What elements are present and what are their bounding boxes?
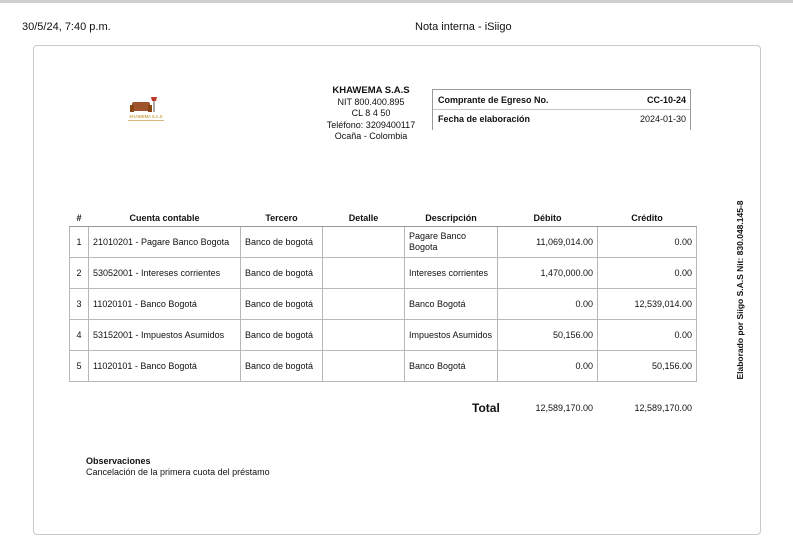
col-header-index: # bbox=[70, 209, 89, 227]
total-credit: 12,589,170.00 bbox=[634, 403, 692, 413]
row-third-party: Banco de bogotá bbox=[241, 351, 323, 382]
logo-lamp-shade bbox=[151, 97, 157, 101]
row-third-party: Banco de bogotá bbox=[241, 227, 323, 258]
print-datetime: 30/5/24, 7:40 p.m. bbox=[22, 21, 111, 33]
row-index: 4 bbox=[70, 320, 89, 351]
company-nit: NIT 800.400.895 bbox=[337, 96, 405, 107]
company-address: CL 8 4 50 bbox=[351, 108, 391, 118]
row-description: Banco Bogotá bbox=[405, 351, 498, 382]
logo-arm-right bbox=[148, 105, 152, 112]
table-header-row bbox=[70, 209, 697, 227]
row-debit: 0.00 bbox=[498, 351, 598, 382]
document-box-divider bbox=[433, 109, 690, 110]
row-description: Impuestos Asumidos bbox=[405, 320, 498, 351]
col-header-description: Descripción bbox=[405, 209, 498, 227]
observations-title: Observaciones bbox=[86, 456, 151, 466]
row-description: Banco Bogotá bbox=[405, 289, 498, 320]
document-type-label: Comprante de Egreso No. bbox=[438, 95, 549, 105]
observations-text: Cancelación de la primera cuota del préstamo bbox=[86, 467, 270, 477]
col-header-third-party: Tercero bbox=[241, 209, 323, 227]
row-account: 11020101 - Banco Bogotá bbox=[89, 351, 241, 382]
row-detail bbox=[323, 351, 405, 382]
row-debit: 1,470,000.00 bbox=[498, 258, 598, 289]
table-row bbox=[70, 351, 697, 382]
row-index: 2 bbox=[70, 258, 89, 289]
top-border bbox=[0, 0, 793, 3]
col-header-credit: Crédito bbox=[598, 209, 697, 227]
document-number: CC-10-24 bbox=[646, 95, 686, 105]
document-number-row bbox=[438, 95, 686, 109]
company-logo bbox=[122, 94, 170, 122]
document-info-box bbox=[432, 89, 691, 130]
row-debit: 0.00 bbox=[498, 289, 598, 320]
company-info bbox=[306, 85, 436, 143]
row-third-party: Banco de bogotá bbox=[241, 289, 323, 320]
row-debit: 50,156.00 bbox=[498, 320, 598, 351]
logo-text: KHAWEMA S.A.S bbox=[129, 114, 163, 119]
row-index: 5 bbox=[70, 351, 89, 382]
row-description: Pagare Banco Bogota bbox=[405, 227, 498, 258]
document-date-row bbox=[438, 114, 686, 128]
print-title: Nota interna - iSiigo bbox=[415, 21, 512, 33]
logo-sofa-shape bbox=[132, 102, 150, 111]
col-header-detail: Detalle bbox=[323, 209, 405, 227]
row-account: 11020101 - Banco Bogotá bbox=[89, 289, 241, 320]
col-header-account: Cuenta contable bbox=[89, 209, 241, 227]
table-row bbox=[70, 227, 697, 258]
side-note: Elaborado por Siigo S.A.S Nit: 830.048.145-8 bbox=[735, 200, 745, 380]
company-city: Ocaña - Colombia bbox=[334, 131, 408, 141]
row-detail bbox=[323, 227, 405, 258]
row-debit: 11,069,014.00 bbox=[498, 227, 598, 258]
row-account: 21010201 - Pagare Banco Bogota bbox=[89, 227, 241, 258]
row-credit: 50,156.00 bbox=[598, 351, 697, 382]
table-row bbox=[70, 258, 697, 289]
total-label: Total bbox=[472, 401, 500, 415]
row-account: 53152001 - Impuestos Asumidos bbox=[89, 320, 241, 351]
row-third-party: Banco de bogotá bbox=[241, 258, 323, 289]
row-account: 53052001 - Intereses corrientes bbox=[89, 258, 241, 289]
col-header-debit: Débito bbox=[498, 209, 598, 227]
row-credit: 12,539,014.00 bbox=[598, 289, 697, 320]
row-detail bbox=[323, 289, 405, 320]
row-index: 1 bbox=[70, 227, 89, 258]
observations bbox=[86, 456, 270, 478]
row-credit: 0.00 bbox=[598, 320, 697, 351]
total-debit: 12,589,170.00 bbox=[535, 403, 593, 413]
row-index: 3 bbox=[70, 289, 89, 320]
company-name: KHAWEMA S.A.S bbox=[332, 85, 410, 96]
row-description: Intereses corrientes bbox=[405, 258, 498, 289]
table-row bbox=[70, 320, 697, 351]
table-row bbox=[70, 289, 697, 320]
company-phone: Teléfono: 3209400117 bbox=[326, 119, 416, 130]
row-detail bbox=[323, 320, 405, 351]
row-detail bbox=[323, 258, 405, 289]
document-date: 2024-01-30 bbox=[639, 114, 686, 124]
row-credit: 0.00 bbox=[598, 258, 697, 289]
document-date-label: Fecha de elaboración bbox=[438, 114, 531, 124]
logo-arm-left bbox=[130, 105, 134, 112]
entries-table bbox=[69, 209, 697, 382]
row-third-party: Banco de bogotá bbox=[241, 320, 323, 351]
row-credit: 0.00 bbox=[598, 227, 697, 258]
